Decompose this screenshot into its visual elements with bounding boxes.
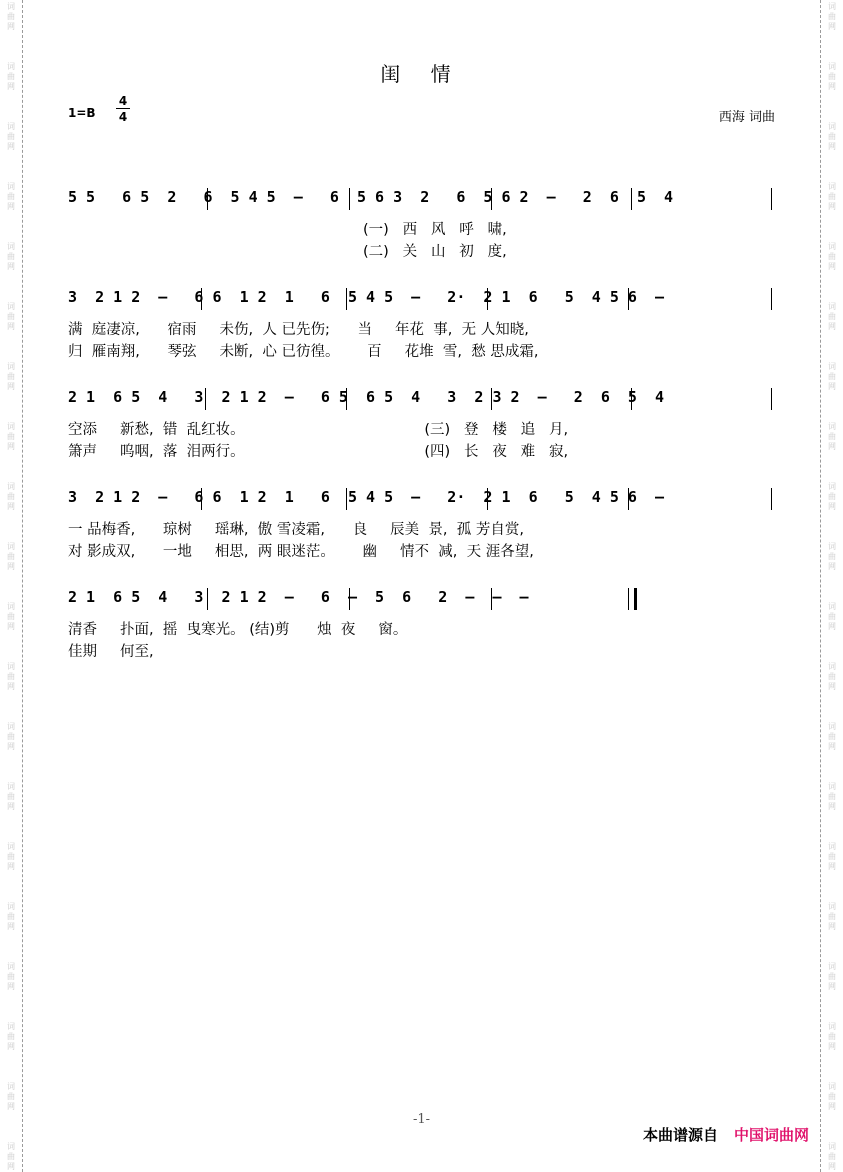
watermark-text: 词 曲 网 bbox=[828, 62, 836, 91]
lyric-line-5-verse-a: 清香 扑面, 摇 曳寒光。 (结)剪 烛 夜 窗。 bbox=[68, 622, 408, 638]
watermark-text: 词 曲 网 bbox=[7, 482, 15, 511]
watermark-text: 词 曲 网 bbox=[7, 1082, 15, 1111]
watermark-text: 词 曲 网 bbox=[7, 422, 15, 451]
barline bbox=[349, 188, 350, 210]
watermark-text: 词 曲 网 bbox=[7, 902, 15, 931]
watermark-text: 词 曲 网 bbox=[828, 422, 836, 451]
watermark-text: 词 曲 网 bbox=[828, 302, 836, 331]
notation-line-4: 3 2 1 2 – 6 6 1 2 1 6 5 4 5 – 2· 2 1 6 5 4 5 6 – bbox=[68, 488, 665, 506]
lyric-line-2-verse-b: 归 雁南翔, 琴弦 未断, 心 已彷徨。 百 花堆 雪, 愁 思成霜, bbox=[68, 344, 539, 360]
lyric-line-3-verse-b: 箫声 呜咽, 落 泪两行。 (四) 长 夜 难 寂, bbox=[68, 444, 569, 460]
source-site-link[interactable]: 中国词曲网 bbox=[733, 1126, 809, 1144]
notation-line-2: 3 2 1 2 – 6 6 1 2 1 6 5 4 5 – 2· 2 1 6 5 4 5 6 – bbox=[68, 288, 665, 306]
watermark-text: 词 曲 网 bbox=[7, 362, 15, 391]
left-watermark-strip bbox=[0, 0, 23, 1172]
watermark-text: 词 曲 网 bbox=[828, 362, 836, 391]
notation-line-3: 2 1 6 5 4 3 2 1 2 – 6 5 6 5 4 3 2 3 2 – 2 6 5 4 bbox=[68, 388, 665, 406]
watermark-text: 词 曲 网 bbox=[828, 962, 836, 991]
barline bbox=[771, 188, 772, 210]
watermark-text: 词 曲 网 bbox=[828, 122, 836, 151]
lyric-line-4-verse-a: 一 品梅香, 琼树 瑶琳, 傲 雪凌霜, 良 辰美 景, 孤 芳自赏, bbox=[68, 522, 524, 538]
watermark-text: 词 曲 网 bbox=[7, 1022, 15, 1051]
author-credit: 西海 词曲 bbox=[718, 110, 775, 125]
watermark-text: 词 曲 网 bbox=[828, 1022, 836, 1051]
lyric-line-1-verse-a: (一) 西 风 呼 啸, bbox=[68, 222, 507, 238]
barline bbox=[201, 288, 202, 310]
barline bbox=[491, 188, 492, 210]
watermark-text: 词 曲 网 bbox=[828, 482, 836, 511]
song-title: 闺 情 bbox=[380, 62, 463, 86]
page-number: -1- bbox=[412, 1112, 431, 1127]
barline bbox=[631, 188, 632, 210]
watermark-text: 词 曲 网 bbox=[7, 662, 15, 691]
watermark-text: 词 曲 网 bbox=[7, 1142, 15, 1171]
notation-line-1: 5 5 6 5 2 6 5 4 5 – 6 5 6 3 2 6 5 6 2 – 2 6 5 4 bbox=[68, 188, 674, 206]
lyric-line-2-verse-a: 满 庭凄凉, 宿雨 未伤, 人 已先伤; 当 年花 事, 无 人知晓, bbox=[68, 322, 529, 338]
barline bbox=[491, 388, 492, 410]
source-label: 本曲谱源自 bbox=[642, 1126, 718, 1144]
barline bbox=[346, 488, 347, 510]
time-signature-top: 4 bbox=[118, 94, 128, 108]
barline bbox=[771, 288, 772, 310]
watermark-text: 词 曲 网 bbox=[7, 962, 15, 991]
watermark-text: 词 曲 网 bbox=[7, 842, 15, 871]
time-signature bbox=[116, 94, 130, 124]
final-barline bbox=[628, 588, 637, 610]
watermark-text: 词 曲 网 bbox=[828, 602, 836, 631]
watermark-text: 词 曲 网 bbox=[828, 242, 836, 271]
watermark-text: 词 曲 网 bbox=[828, 902, 836, 931]
barline bbox=[487, 488, 488, 510]
notation-line-5: 2 1 6 5 4 3 2 1 2 – 6 – 5 6 2 – – – bbox=[68, 588, 529, 606]
barline bbox=[771, 388, 772, 410]
watermark-text: 词 曲 网 bbox=[7, 182, 15, 211]
watermark-text: 词 曲 网 bbox=[7, 542, 15, 571]
watermark-text: 词 曲 网 bbox=[7, 302, 15, 331]
lyric-line-1-verse-b: (二) 关 山 初 度, bbox=[68, 244, 507, 260]
watermark-text: 词 曲 网 bbox=[7, 782, 15, 811]
watermark-text: 词 曲 网 bbox=[828, 842, 836, 871]
barline bbox=[487, 288, 488, 310]
watermark-text: 词 曲 网 bbox=[7, 62, 15, 91]
watermark-text: 词 曲 网 bbox=[7, 122, 15, 151]
watermark-text: 词 曲 网 bbox=[828, 662, 836, 691]
barline bbox=[201, 488, 202, 510]
watermark-text: 词 曲 网 bbox=[7, 2, 15, 31]
barline bbox=[346, 288, 347, 310]
watermark-text: 词 曲 网 bbox=[828, 2, 836, 31]
barline bbox=[771, 488, 772, 510]
watermark-text: 词 曲 网 bbox=[828, 542, 836, 571]
watermark-text: 词 曲 网 bbox=[7, 242, 15, 271]
barline bbox=[207, 188, 208, 210]
barline bbox=[628, 488, 629, 510]
barline bbox=[491, 588, 492, 610]
key-signature: 1=B bbox=[68, 106, 96, 120]
lyric-line-3-verse-a: 空添 新愁, 错 乱红妆。 (三) 登 楼 追 月, bbox=[68, 422, 569, 438]
watermark-text: 词 曲 网 bbox=[828, 782, 836, 811]
barline bbox=[205, 388, 206, 410]
barline bbox=[207, 588, 208, 610]
barline bbox=[628, 288, 629, 310]
barline bbox=[346, 388, 347, 410]
watermark-text: 词 曲 网 bbox=[7, 722, 15, 751]
time-signature-bottom: 4 bbox=[116, 108, 130, 124]
watermark-text: 词 曲 网 bbox=[828, 1142, 836, 1171]
watermark-text: 词 曲 网 bbox=[828, 1082, 836, 1111]
right-watermark-strip bbox=[820, 0, 843, 1172]
watermark-text: 词 曲 网 bbox=[7, 602, 15, 631]
barline bbox=[631, 388, 632, 410]
source-credit bbox=[643, 1124, 809, 1145]
watermark-text: 词 曲 网 bbox=[828, 722, 836, 751]
lyric-line-4-verse-b: 对 影成双, 一地 相思, 两 眼迷茫。 幽 情不 减, 天 涯各望, bbox=[68, 544, 534, 560]
barline bbox=[349, 588, 350, 610]
lyric-line-5-verse-b: 佳期 何至, bbox=[68, 644, 154, 660]
watermark-text: 词 曲 网 bbox=[828, 182, 836, 211]
